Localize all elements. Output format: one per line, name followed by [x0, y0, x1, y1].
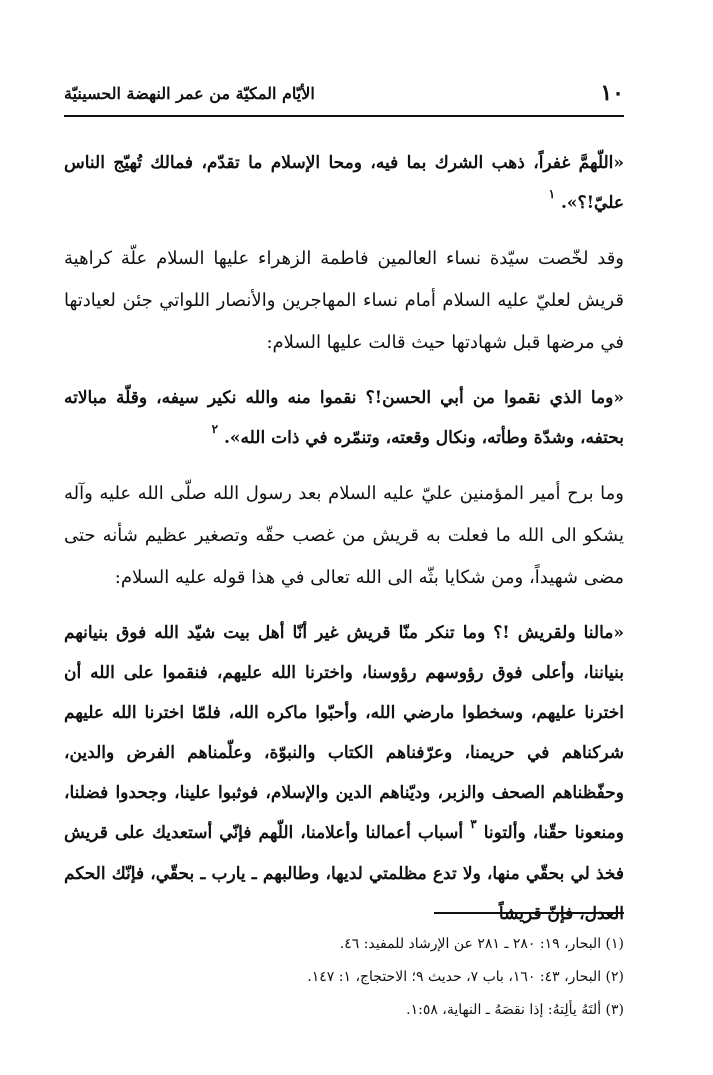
prose-text: وقد لخّصت سيّدة نساء العالمين فاطمة الزهراء عليها السلام علّة كراهية قريش لعليّ عليه السلام أمام نساء المهاجرين والأنصار اللواتي جئن لعيادتها في مرضها قبل شهادتها حيث قالت عليها السلام: [64, 248, 624, 353]
running-title: الأيّام المكيّة من عمر النهضة الحسينيّة [64, 84, 315, 103]
header-rule [64, 115, 624, 117]
footnote-ref-3[interactable]: ٣ [470, 817, 477, 831]
quote-text-continued: أسباب أعمالنا وأعلامنا، اللّهم فإنّي أستعديك على قريش فخذ لي بحقّي منها، ولا تدع مظلمتي لديها، وطالبهم ـ يارب ـ بحقّي، فإنّك الحكم العدل، فإنّ قريشاً [64, 823, 624, 924]
quote-paragraph-1 [64, 143, 624, 224]
prose-paragraph-1 [64, 238, 624, 364]
footnote-ref-2[interactable]: ٢ [211, 422, 219, 436]
footnote-2: (٢) البحار، ٤٣: ١٦٠، باب ٧، حديث ٩؛ الاحتجاج، ١: ١٤٧. [307, 969, 624, 985]
footnote-1: (١) البحار، ١٩: ٢٨٠ ـ ٢٨١ عن الإرشاد للمفيد: ٤٦. [339, 936, 624, 952]
page-header [64, 80, 624, 110]
page-number: ١٠ [600, 80, 624, 106]
footnote-3: (٣) ألتَهُ يألِتهُ: إذا نقصَهُ ـ النهاية، ١:٥٨. [406, 1002, 624, 1018]
quote-text: «مالنا ولقريش !؟ وما تنكر منّا قريش غير أنّا أهل بيت شيّد الله فوق بنيانهم بنياننا، وأعلى فوق رؤوسهم رؤوسنا، واخترنا الله عليهم، فنقموا على الله أن اخترنا عليهم، وسخطوا مارضي الله، وأحبّوا ماكره الله، فلمّا اخترنا الله عليهم شركناهم في حريمنا، وعرّفناهم الكتاب والنبوّة، وعلّمناهم الفرض والدين، وحفّظناهم الصحف والزبر، وديّناهم الدين والإسلام، فوثبوا علينا، وجحدوا فضلنا، ومنعونا حقّنا، وألتونا [64, 623, 625, 843]
quote-text: «اللّهمَّ غفراً، ذهب الشرك بما فيه، ومحا الإسلام ما تقدّم، فمالك تُهيّج الناس عليّ!؟». [64, 153, 624, 213]
footnotes [64, 928, 624, 1027]
footnote-ref-1[interactable]: ١ [548, 187, 556, 201]
quote-text: «وما الذي نقموا من أبي الحسن!؟ نقموا منه والله نكير سيفه، وقلّة مبالاته بحتفه، وشدّة وطأته، ونكال وقعته، وتنمّره في ذات الله». [64, 388, 624, 448]
quote-paragraph-3 [64, 613, 624, 934]
quote-paragraph-2 [64, 378, 624, 459]
prose-paragraph-2 [64, 473, 624, 599]
footnote-rule [434, 912, 624, 914]
main-text [64, 143, 624, 948]
prose-text: وما برح أمير المؤمنين عليّ عليه السلام بعد رسول الله صلّى الله عليه وآله يشكو الى الله ما فعلت به قريش من غصب حقّه وتصغير عظيم شأنه حتى مضى شهيداً، ومن شكايا بثّه الى الله تعالى في هذا قوله عليه السلام: [64, 483, 624, 588]
